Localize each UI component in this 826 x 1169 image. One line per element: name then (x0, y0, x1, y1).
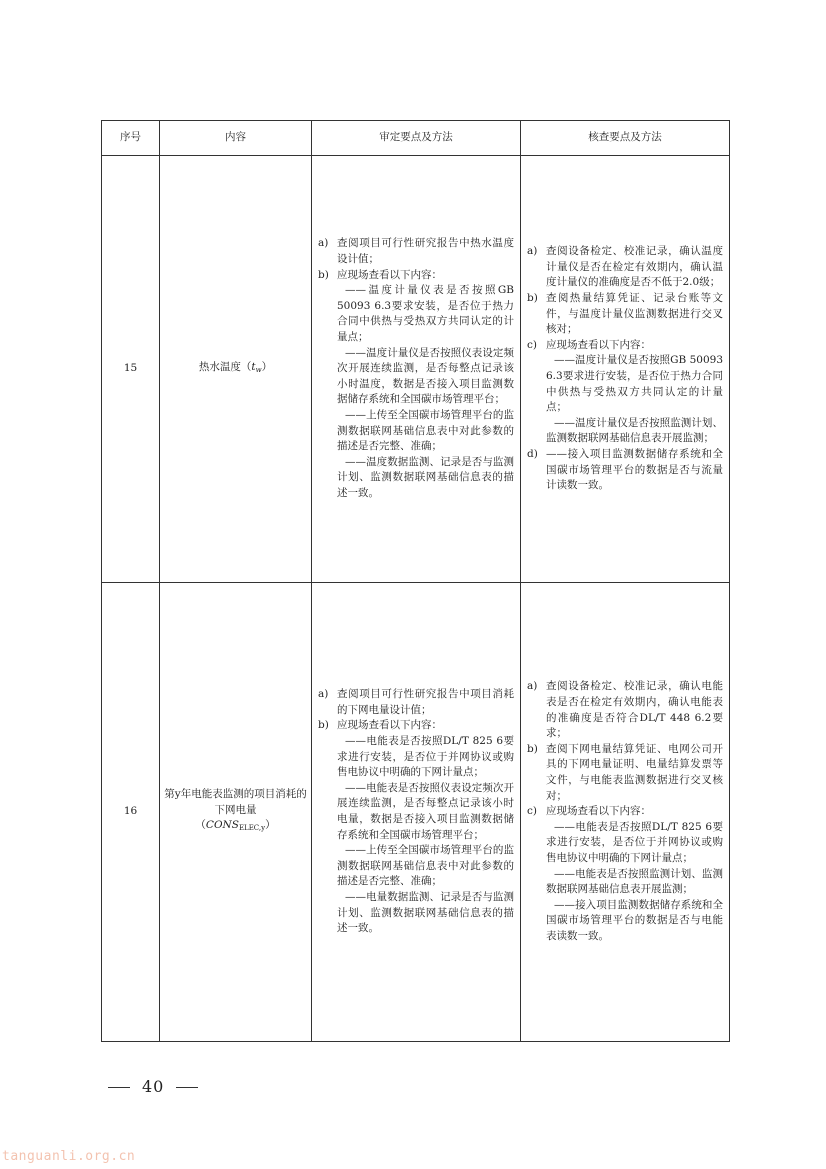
list-item (527, 742, 723, 804)
parameter-name (160, 156, 312, 583)
sub-item-text: ——温度计量仪是否按照仪表设定频次开展连续监测，是否每整点记录该小时温度，数据是否接入项目监测数据储存系统和全国碳市场管理平台； (337, 346, 514, 406)
sub-item (318, 890, 514, 937)
parameter-subscript: w (255, 365, 262, 374)
item-text: 应现场查看以下内容： (546, 805, 651, 818)
audit-cell (312, 156, 521, 583)
list-item (318, 687, 514, 718)
parameter-subscript: ELEC,y (238, 824, 266, 833)
footer-dash-right (176, 1087, 198, 1088)
verify-cell (521, 583, 730, 1042)
page-number: 40 (142, 1077, 165, 1096)
audit-items (312, 236, 520, 501)
sub-item (318, 781, 514, 843)
sub-item (527, 416, 723, 447)
sub-item-text: ——温度数据监测、记录是否与监测计划、监测数据联网基础信息表的描述一致。 (337, 455, 514, 499)
table-row (102, 156, 730, 583)
review-table (101, 120, 730, 1042)
sub-item (527, 820, 723, 867)
item-text: 查阅热量结算凭证、记录台账等文件，与温度计量仪监测数据进行交叉核对； (546, 292, 723, 336)
sub-item-text: ——电能表是否按照DL/T 825 6要求进行安装，是否位于并网协议或购售电协议中明确的下网计量点； (337, 735, 514, 779)
header-content: 内容 (160, 121, 312, 156)
item-marker: c) (527, 338, 537, 351)
watermark: tanguanli.org.cn (2, 1149, 136, 1164)
sub-item (318, 346, 514, 408)
verify-cell (521, 156, 730, 583)
item-text: 查阅设备检定、校准记录，确认温度计量仪是否在检定有效期内，确认温度计量仪的准确度是否不低于2.0级； (546, 245, 723, 289)
sub-item-text: ——温度计量仪是否按照GB 50093 6.3要求进行安装，是否位于热力合同中供热与受热双方共同认定的计量点； (546, 354, 723, 414)
sub-item (527, 867, 723, 898)
item-marker: c) (527, 805, 537, 818)
sub-item (527, 898, 723, 945)
sub-item-text: ——电能表是否按照DL/T 825 6要求进行安装，是否位于并网协议或购售电协议中明确的下网计量点； (546, 820, 723, 864)
sub-item (318, 734, 514, 781)
row-number: 16 (102, 583, 160, 1042)
parameter-symbol: t (251, 360, 256, 373)
parameter-symbol-line: （CONSELEC,y） (195, 819, 276, 833)
item-text: 应现场查看以下内容： (337, 719, 442, 732)
item-marker: a) (527, 245, 538, 258)
item-marker: b) (527, 292, 538, 305)
list-item (318, 718, 514, 734)
item-text: 应现场查看以下内容： (546, 338, 651, 351)
sub-item (318, 843, 514, 890)
item-text: 查阅项目可行性研究报告中热水温度设计值； (337, 237, 514, 266)
item-text: 查阅下网电量结算凭证、电网公司开具的下网电量证明、电量结算发票等文件，与电能表监测数据进行交叉核对； (546, 742, 723, 802)
page-footer (108, 1077, 198, 1096)
list-item (527, 338, 723, 354)
parameter-symbol: CONS (205, 819, 239, 832)
list-item (527, 447, 723, 494)
sub-item-text: ——电能表是否按照仪表设定频次开展连续监测，是否每整点记录该小时电量，数据是否接入项目监测数据储存系统和全国碳市场管理平台； (337, 781, 514, 841)
list-item (527, 804, 723, 820)
item-text: 查阅设备检定、校准记录，确认电能表是否在检定有效期内，确认电能表的准确度是否符合DL/T 448 6.2要求； (546, 680, 723, 740)
sub-item-text: ——上传至全国碳市场管理平台的监测数据联网基础信息表中对此参数的描述是否完整、准确； (337, 408, 514, 453)
footer-dash-left (108, 1087, 130, 1088)
parameter-name-prefix: 热水温度（ (198, 360, 252, 373)
list-item (527, 679, 723, 741)
sub-item-text: ——电能表是否按照监测计划、监测数据联网基础信息表开展监测； (546, 867, 723, 896)
item-text: 查阅项目可行性研究报告中项目消耗的下网电量设计值； (337, 688, 514, 716)
header-verify-method: 核查要点及方法 (521, 121, 730, 156)
audit-cell (312, 583, 521, 1042)
item-marker: a) (318, 688, 329, 701)
verify-items (521, 244, 729, 494)
table-header-row (102, 121, 730, 156)
parameter-name-suffix: ） (261, 360, 273, 373)
list-item (318, 268, 514, 284)
sub-item (318, 455, 514, 502)
audit-items (312, 687, 520, 937)
sub-item-text: ——温度计量仪表是否按照GB 50093 6.3要求安装，是否位于热力合同中供热与受热双方共同认定的计量点； (337, 284, 514, 344)
parameter-description: 第y年电能表监测的项目消耗的下网电量 (164, 788, 307, 816)
sub-item-text: ——上传至全国碳市场管理平台的监测数据联网基础信息表中对此参数的描述是否完整、准确； (337, 844, 514, 888)
list-item (527, 244, 723, 291)
sub-item (527, 353, 723, 415)
item-text: ——接入项目监测数据储存系统和全国碳市场管理平台的数据是否与流量计读数一致。 (546, 447, 723, 492)
sub-item (318, 408, 514, 455)
item-marker: b) (527, 742, 538, 755)
sub-item (318, 283, 514, 345)
header-audit-method: 审定要点及方法 (312, 121, 521, 156)
item-marker: b) (318, 719, 329, 732)
sub-item-text: ——电量数据监测、记录是否与监测计划、监测数据联网基础信息表的描述一致。 (337, 890, 514, 935)
parameter-name (160, 583, 312, 1042)
item-marker: a) (318, 237, 329, 250)
sub-item-text: ——温度计量仪是否按照监测计划、监测数据联网基础信息表开展监测； (546, 416, 723, 445)
table-row (102, 583, 730, 1042)
list-item (318, 236, 514, 267)
row-number: 15 (102, 156, 160, 583)
header-seq: 序号 (102, 121, 160, 156)
sub-item-text: ——接入项目监测数据储存系统和全国碳市场管理平台的数据是否与电能表读数一致。 (546, 898, 723, 942)
item-marker: a) (527, 680, 538, 693)
item-marker: b) (318, 268, 329, 281)
item-text: 应现场查看以下内容： (337, 268, 442, 281)
verify-items (521, 679, 729, 944)
list-item (527, 291, 723, 338)
item-marker: d) (527, 447, 538, 460)
